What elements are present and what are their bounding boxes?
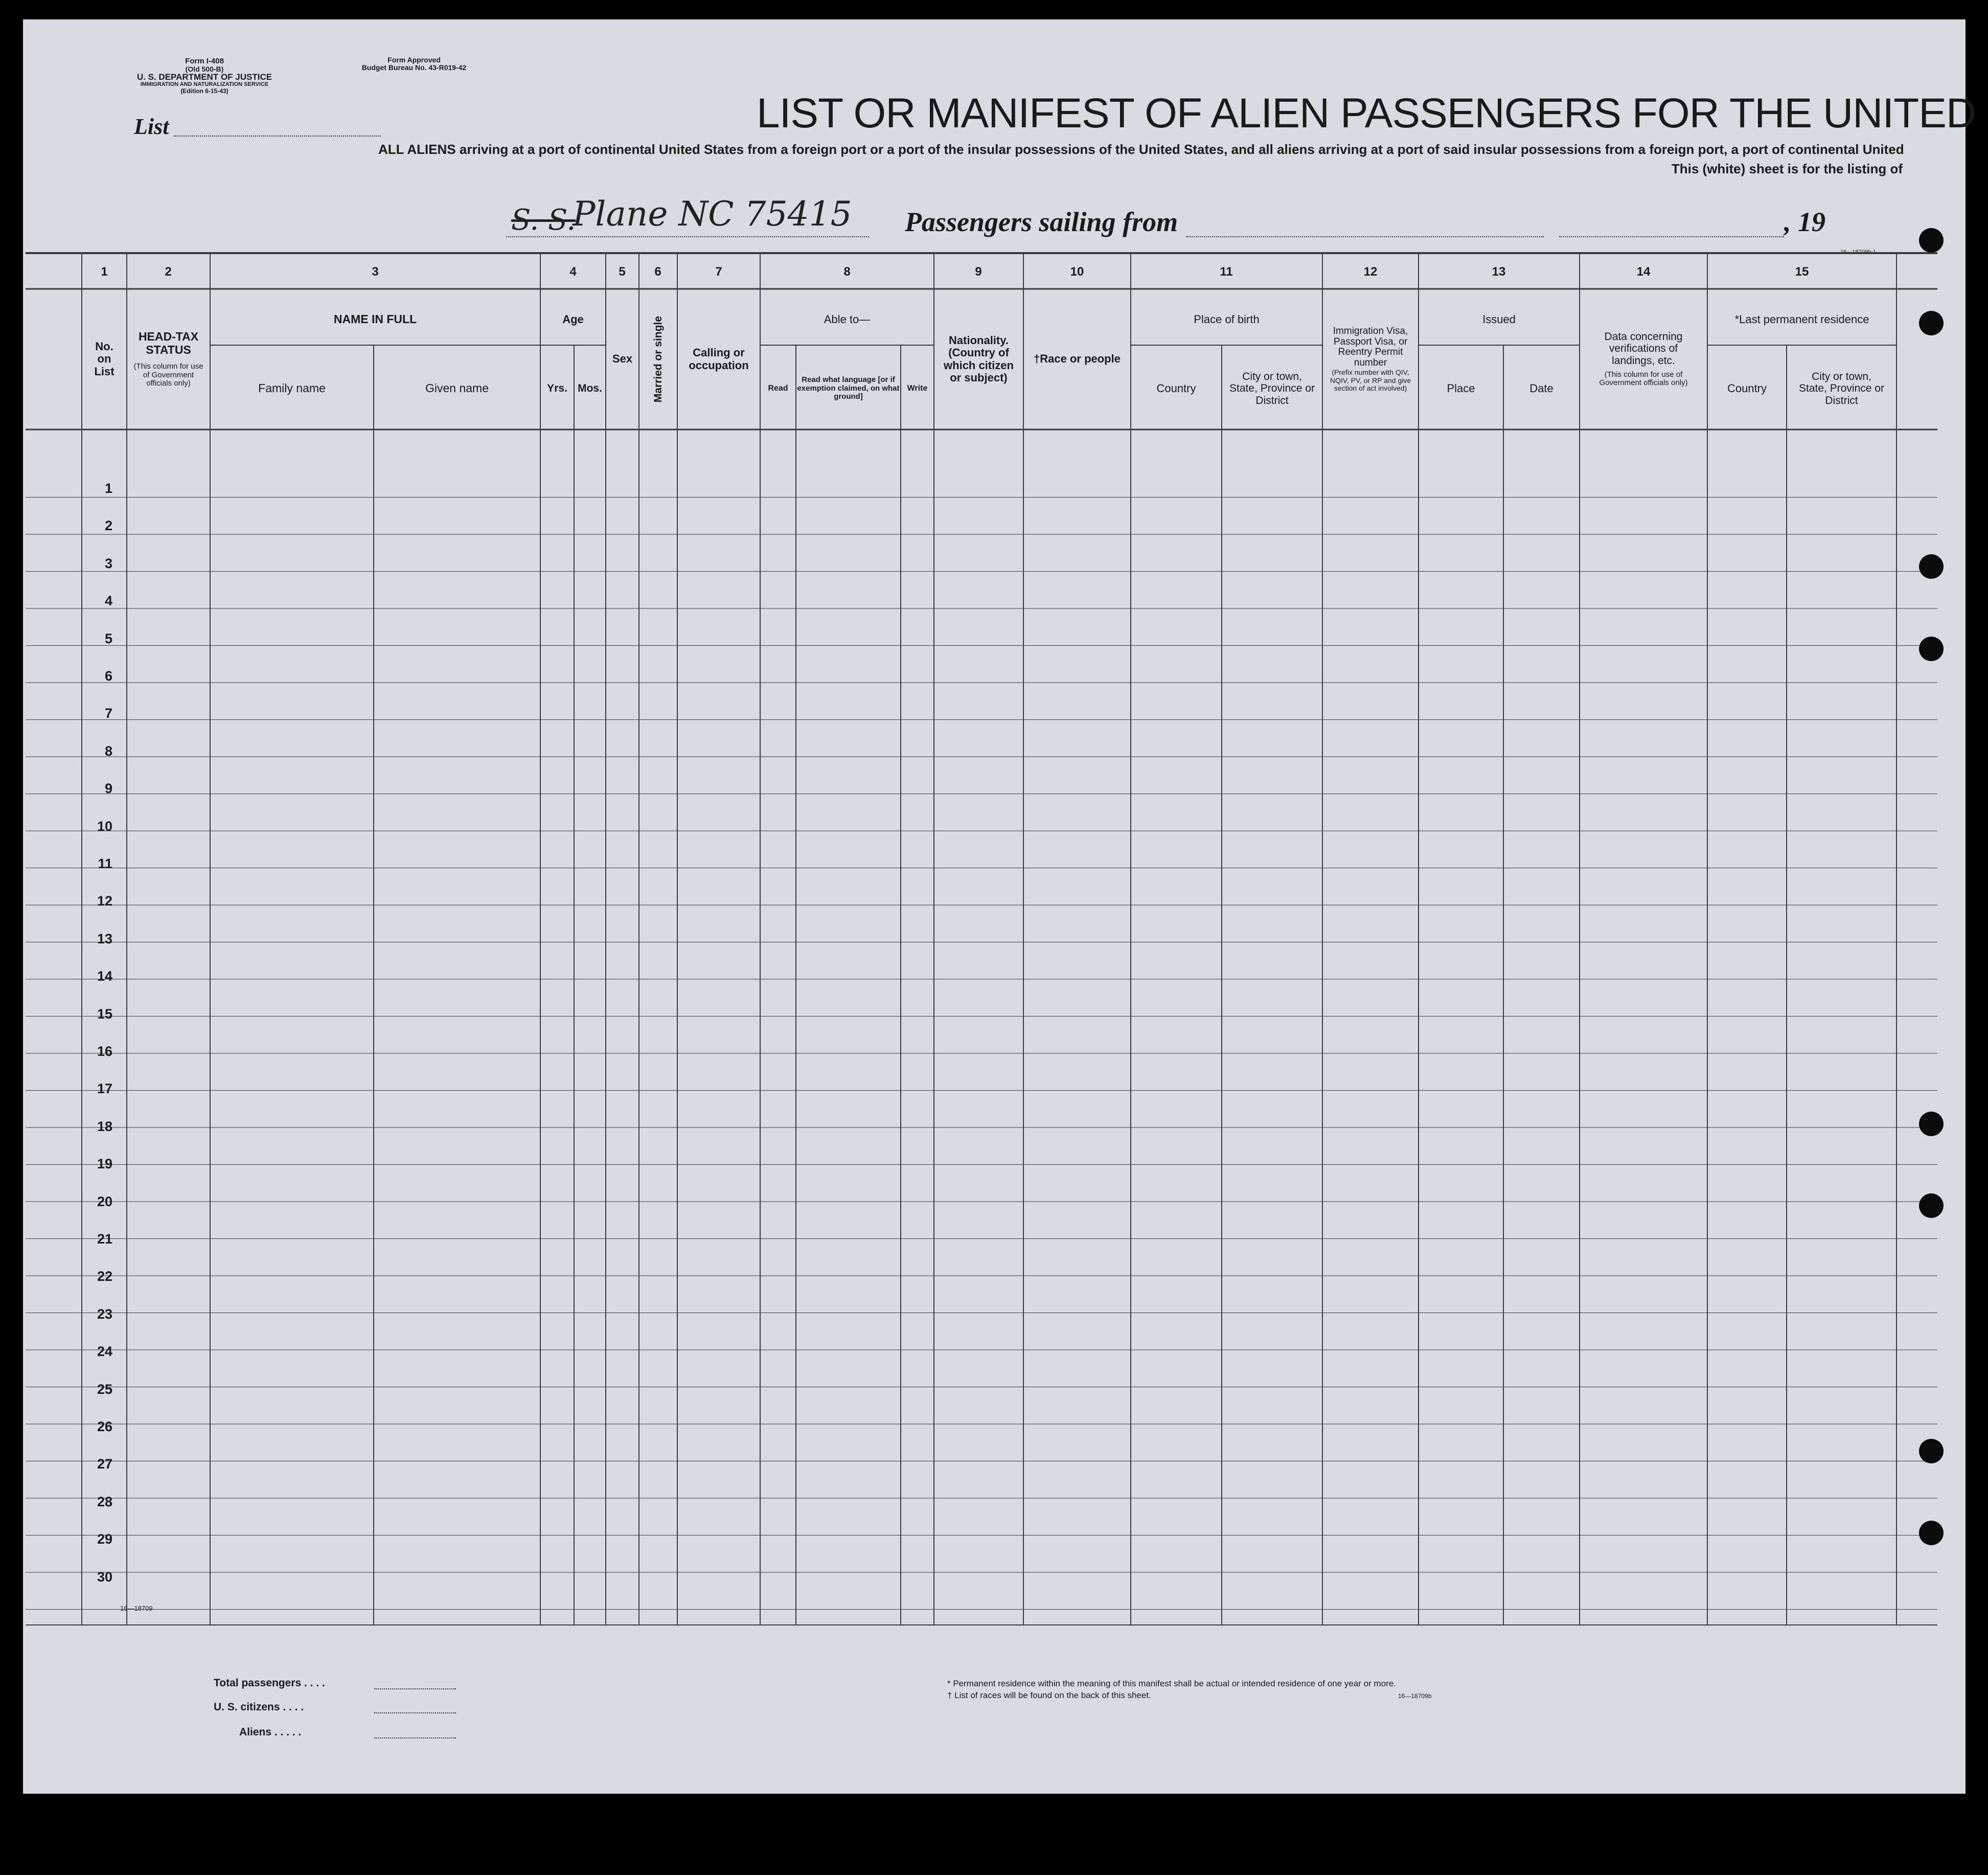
form-title: LIST OR MANIFEST OF ALIEN PASSENGERS FOR THE UNITED <box>757 90 1976 137</box>
header-head-tax <box>127 289 210 430</box>
punch-hole <box>1919 1439 1944 1463</box>
row-number: 2 <box>104 518 112 534</box>
header-no-on-list-text: No. on List <box>94 340 115 378</box>
header-mos: Mos. <box>578 382 602 395</box>
header-data-concerning-text: Data concerning verifications of landings, etc. <box>1604 331 1683 367</box>
row-number: 23 <box>97 1306 112 1322</box>
aliens-line <box>374 1737 456 1738</box>
row-number: 7 <box>104 706 112 721</box>
approval-text: Form Approved <box>387 56 441 64</box>
permanent-residence-note: * Permanent residence within the meaning of this manifest shall be actual or intended residence of one year or more. <box>947 1679 1396 1688</box>
header-married-text: Married or single <box>652 315 664 403</box>
column-number: 11 <box>1220 265 1233 279</box>
header-issued-date: Date <box>1529 381 1553 395</box>
header-age: Age <box>562 312 584 326</box>
punch-hole <box>1919 1193 1944 1218</box>
column-number: 7 <box>715 265 722 279</box>
row-number: 6 <box>104 668 112 684</box>
header-last-residence: *Last permanent residence <box>1734 312 1869 326</box>
column-number: 3 <box>372 265 379 279</box>
vessel-name-handwritten: Plane NC 75415 <box>573 194 852 234</box>
us-citizens-line <box>374 1712 456 1713</box>
row-number: 9 <box>104 781 112 797</box>
row-number: 28 <box>97 1494 112 1509</box>
sailing-from-label: Passengers sailing from <box>905 207 1178 237</box>
header-issued-place: Place <box>1447 381 1475 395</box>
list-label: List <box>134 114 169 139</box>
header-family-name: Family name <box>258 381 326 395</box>
column-number: 8 <box>843 265 851 279</box>
vessel-prefix: S. S. <box>511 204 576 237</box>
row-number: 8 <box>104 743 112 759</box>
header-sex: Sex <box>612 352 633 366</box>
header-pob-country: Country <box>1156 381 1196 395</box>
header-head-tax-text: HEAD-TAX STATUS <box>138 330 199 356</box>
department-name: U. S. DEPARTMENT OF JUSTICE <box>136 72 272 82</box>
header-able-to: Able to— <box>824 312 871 326</box>
print-code-right: 16—18709b <box>1398 1692 1432 1700</box>
row-number: 27 <box>97 1456 112 1472</box>
row-number: 24 <box>97 1344 112 1360</box>
column-number: 2 <box>165 265 172 279</box>
header-read: Read <box>768 384 788 393</box>
row-number: 25 <box>97 1381 112 1397</box>
header-data-concerning <box>1580 289 1707 430</box>
form-subtitle-line2: This (white) sheet is for the listing of <box>1671 161 1903 176</box>
year-prefix: , 19 <box>1784 207 1825 237</box>
header-married <box>639 289 677 430</box>
row-number: 14 <box>97 968 112 984</box>
column-number: 15 <box>1795 265 1809 279</box>
column-number: 1 <box>101 265 108 279</box>
edition-date: (Edition 6-15-43) <box>180 87 228 95</box>
header-lr-city: City or town, State, Province or District <box>1799 371 1884 406</box>
punch-hole <box>1919 637 1944 661</box>
print-code-top: 16—18709b-1 <box>1840 249 1876 255</box>
header-given-name: Given name <box>425 381 489 395</box>
row-number: 18 <box>97 1118 112 1134</box>
us-citizens-label: U. S. citizens . . . . <box>214 1701 304 1713</box>
punch-hole <box>1919 1112 1944 1136</box>
print-code-left: 16—18709 <box>120 1605 153 1612</box>
header-visa-note: (Prefix number with QIV, NQIV, PV, or RP and give section of act involved) <box>1330 368 1411 392</box>
header-name-in-full: NAME IN FULL <box>333 312 417 326</box>
form-subtitle-line1: ALL ALIENS arriving at a port of continental United States from a foreign port or a port of the insular possessions of the United States, and all aliens arriving at a port of said insular possessions from a foreign port, a port of continental United <box>378 142 1904 157</box>
header-head-tax-note: (This column for use of Government officials only) <box>133 362 203 388</box>
punch-hole <box>1919 228 1944 253</box>
header-nationality: Nationality. (Country of which citizen or subject) <box>944 334 1014 384</box>
row-number: 30 <box>97 1569 112 1585</box>
row-number: 3 <box>104 555 112 571</box>
column-number: 12 <box>1363 265 1378 279</box>
header-read-what: Read what language [or if exemption claimed, on what ground] <box>797 375 900 401</box>
row-number: 1 <box>104 481 112 496</box>
header-no-on-list <box>82 289 127 430</box>
column-number: 4 <box>569 265 577 279</box>
header-visa-text: Immigration Visa, Passport Visa, or Reentry Permit number <box>1333 325 1408 369</box>
header-place-of-birth: Place of birth <box>1194 312 1260 326</box>
form-old-number: (Old 500-B) <box>185 64 224 73</box>
header-visa <box>1322 289 1419 430</box>
budget-number: Budget Bureau No. 43-R019-42 <box>361 63 467 72</box>
row-number: 20 <box>97 1193 112 1209</box>
header-calling: Calling or occupation <box>689 346 749 372</box>
row-number: 5 <box>104 630 112 646</box>
row-number: 19 <box>97 1156 112 1172</box>
row-number: 22 <box>97 1269 112 1284</box>
column-number: 5 <box>619 265 626 279</box>
row-number: 21 <box>97 1231 112 1247</box>
row-number: 29 <box>97 1531 112 1547</box>
races-note: † List of races will be found on the back of this sheet. <box>947 1690 1151 1700</box>
header-write: Write <box>907 384 928 393</box>
form-number: Form I-408 <box>185 57 224 65</box>
header-yrs: Yrs. <box>547 382 567 395</box>
row-number: 13 <box>97 931 112 946</box>
column-number: 13 <box>1492 265 1506 279</box>
header-race: †Race or people <box>1034 352 1121 366</box>
row-number: 10 <box>97 818 112 834</box>
column-number: 9 <box>975 265 982 279</box>
row-number: 12 <box>97 893 112 909</box>
row-number: 16 <box>97 1044 112 1059</box>
service-name: IMMIGRATION AND NATURALIZATION SERVICE <box>140 81 269 88</box>
column-number: 14 <box>1636 265 1651 279</box>
total-passengers-line <box>374 1688 456 1689</box>
aliens-label: Aliens . . . . . <box>239 1726 302 1738</box>
header-pob-city: City or town, State, Province or District <box>1229 371 1315 406</box>
row-number: 17 <box>97 1081 112 1097</box>
total-passengers-label: Total passengers . . . . <box>214 1677 325 1689</box>
header-issued: Issued <box>1482 312 1516 326</box>
header-lr-country: Country <box>1727 381 1767 395</box>
punch-hole <box>1919 311 1944 335</box>
row-number: 4 <box>104 593 112 609</box>
row-number: 15 <box>97 1006 112 1022</box>
column-number: 10 <box>1070 265 1084 279</box>
row-number: 26 <box>97 1419 112 1434</box>
row-number: 11 <box>98 856 112 871</box>
column-number: 6 <box>654 265 661 279</box>
header-data-note: (This column for use of Government officials only) <box>1599 370 1688 388</box>
punch-hole <box>1919 554 1944 579</box>
punch-hole <box>1919 1521 1944 1545</box>
